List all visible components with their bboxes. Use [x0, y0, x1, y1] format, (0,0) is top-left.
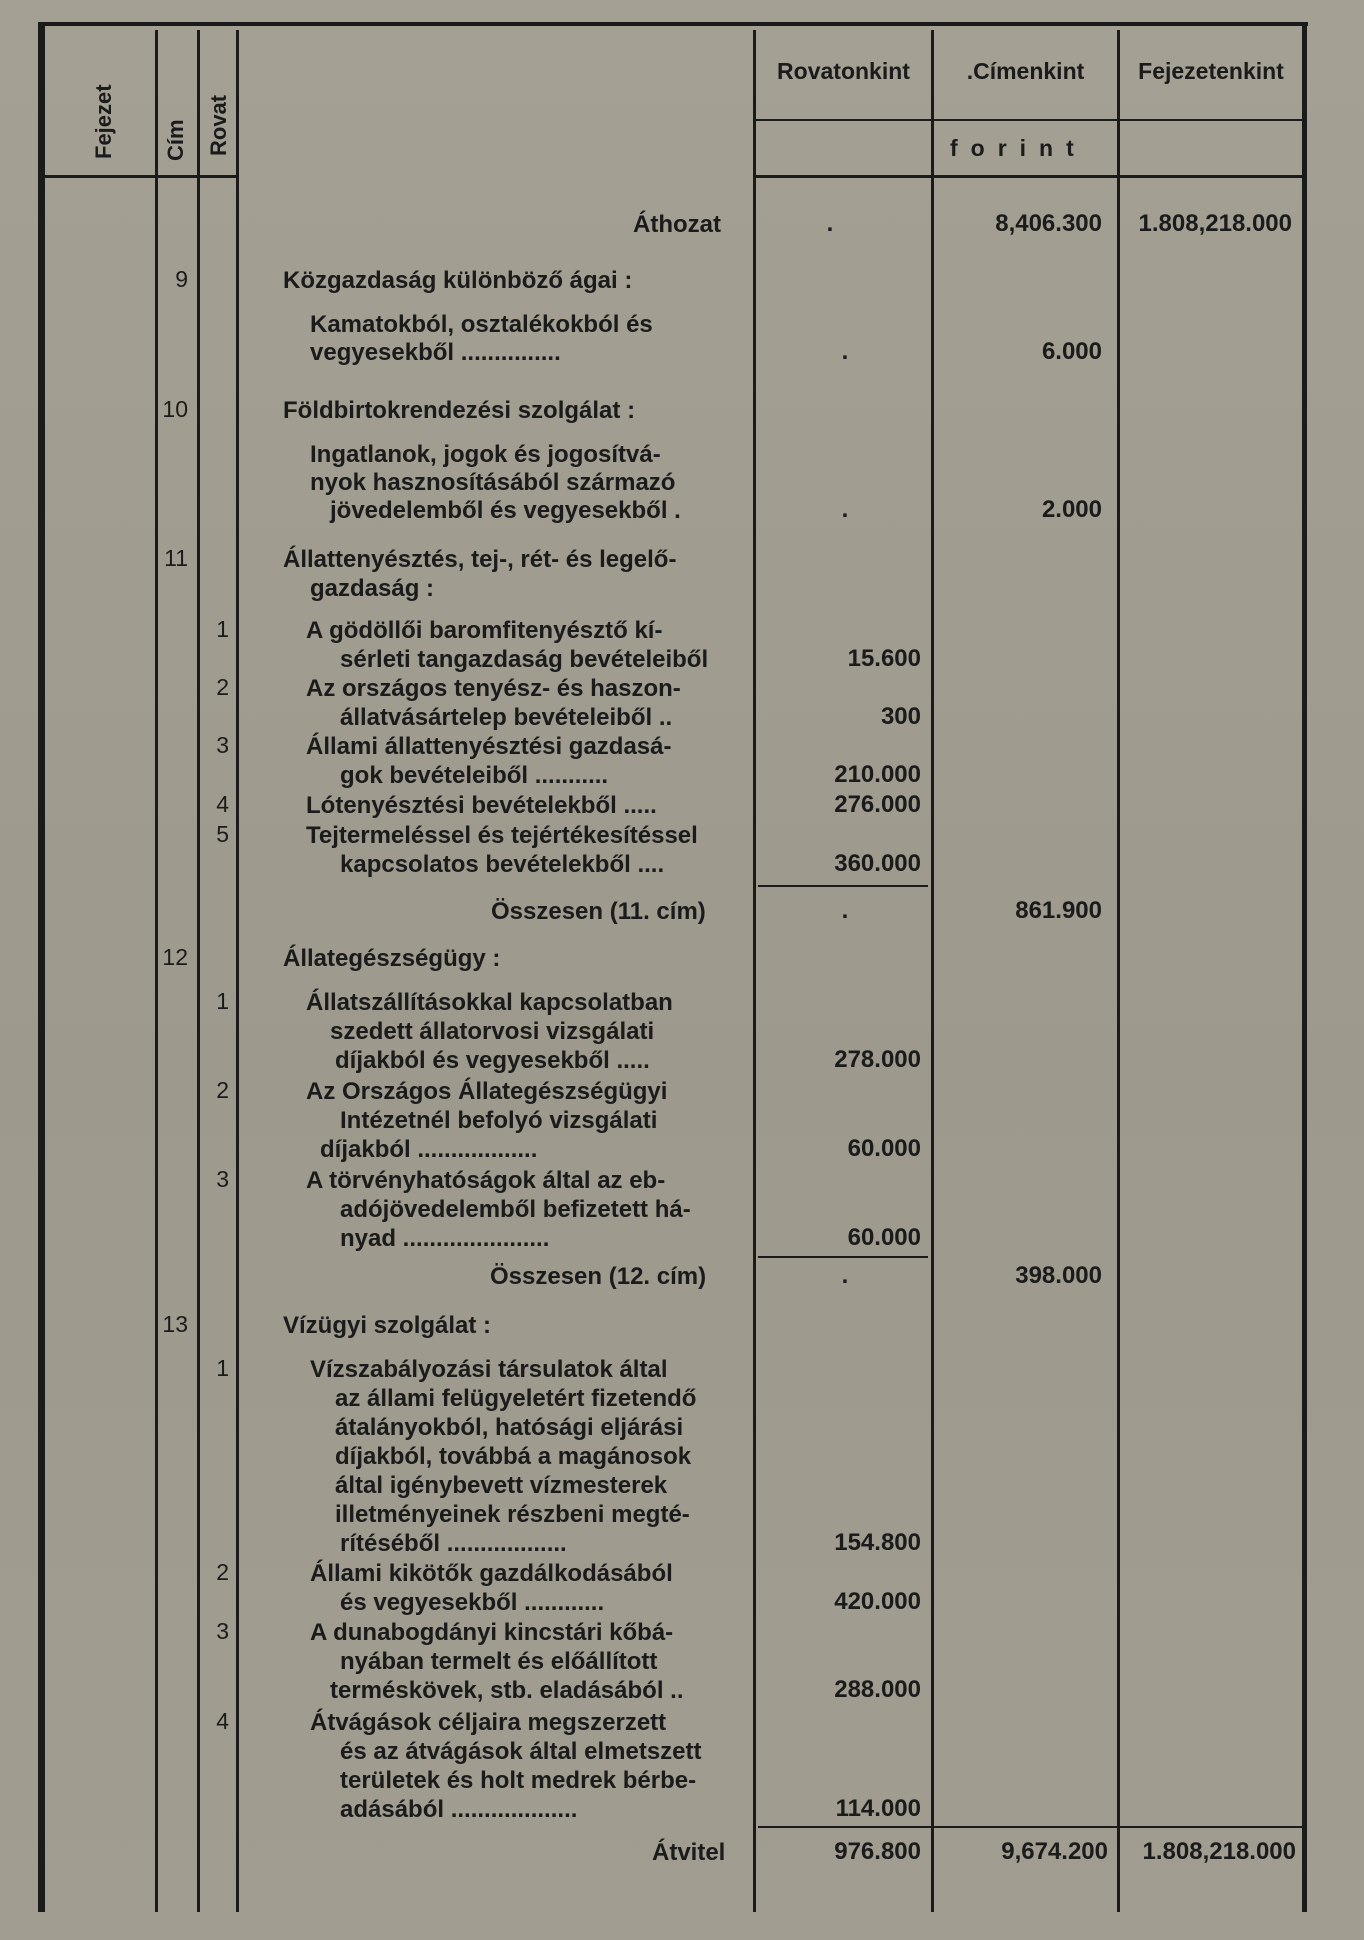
header-fejezet: Fejezet [91, 84, 116, 159]
header-rovat: Rovat [206, 94, 231, 156]
rovat-value: 60.000 [847, 1135, 921, 1162]
item-line: és az átvágások által elmetszett [340, 1738, 702, 1765]
rovat-value: 60.000 [847, 1224, 921, 1251]
column-divider-rovat-text [236, 30, 239, 1912]
rovat-value: . [841, 496, 849, 523]
cim-value: 2.000 [1041, 496, 1102, 523]
rovat-value: 276.000 [834, 791, 921, 818]
item-line: Kamatokból, osztalékokból és [310, 311, 653, 338]
item-line: Lótenyésztési bevételekből ..... [306, 792, 657, 819]
item-line: Ingatlanok, jogok és jogosítvá- [310, 441, 661, 468]
item-line: A gödöllői baromfitenyésztő kí- [306, 617, 663, 644]
item-line: Az Országos Állategészségügyi [306, 1078, 668, 1105]
item-line: nyok hasznosításából származó [310, 469, 676, 496]
item-line: Tejtermeléssel és tejértékesítéssel [306, 822, 698, 849]
rovat-number: 1 [216, 1355, 229, 1381]
subtotal-rule [758, 1256, 928, 1258]
column-divider-text-rovatonkint [753, 30, 756, 1912]
item-line: jövedelemből és vegyesekből . [330, 497, 681, 524]
rovat-value: 278.000 [834, 1046, 921, 1073]
atvitel-label: Átvitel [652, 1839, 726, 1866]
header-unit: forint [950, 135, 1087, 161]
item-line: A dunabogdányi kincstári kőbá- [310, 1619, 674, 1646]
table-left-border [38, 22, 45, 1912]
atvitel-rovat: 976.800 [834, 1838, 921, 1865]
section-title: Állategészségügy : [283, 945, 501, 972]
atvitel-fejezet: 1.808,218.000 [1142, 1838, 1296, 1865]
rovat-value: 300 [880, 703, 921, 730]
rovat-value: 360.000 [834, 850, 921, 877]
total-rovat: . [841, 1262, 849, 1289]
rovat-number: 4 [216, 1708, 229, 1734]
item-line: gok bevételeiből ........... [340, 762, 609, 789]
rovat-number: 3 [216, 1618, 229, 1644]
athozat-cim: 8,406.300 [995, 210, 1102, 237]
item-line: Állatszállításokkal kapcsolatban [306, 989, 673, 1016]
rovat-number: 1 [216, 616, 229, 642]
section-title: Közgazdaság különböző ágai : [283, 267, 633, 294]
rovat-value: . [841, 338, 849, 365]
carry-rule [758, 1826, 1302, 1828]
section-title: Állattenyésztés, tej-, rét- és legelő- [283, 546, 677, 573]
item-line: sérleti tangazdaság bevételeiből [340, 646, 709, 673]
rovat-value: 210.000 [834, 761, 921, 788]
header-bottom-rule-right [753, 175, 1305, 178]
item-line: díjakból és vegyesekből ..... [335, 1047, 650, 1074]
header-cim: Cím [163, 119, 188, 161]
section-title: gazdaság : [310, 575, 435, 602]
item-line: nyában termelt és előállított [340, 1648, 658, 1675]
section-title: Földbirtokrendezési szolgálat : [283, 397, 636, 424]
rovat-number: 3 [216, 732, 229, 758]
column-divider-cimenkint-fejezetenkint [1117, 30, 1120, 1912]
item-line: területek és holt medrek bérbe- [340, 1767, 697, 1794]
item-line: adásából ................... [340, 1796, 578, 1823]
rovat-value: 288.000 [834, 1676, 921, 1703]
cim-number: 11 [164, 545, 188, 571]
item-line: vegyesekből ............... [310, 339, 561, 366]
item-line: Intézetnél befolyó vizsgálati [340, 1107, 658, 1134]
cim-number: 12 [162, 944, 188, 970]
header-bottom-rule-left [40, 175, 236, 178]
subtotal-rule [758, 885, 928, 887]
section-title: Vízügyi szolgálat : [283, 1312, 492, 1339]
cim-value: 6.000 [1041, 338, 1102, 365]
item-line: rítéséből .................. [340, 1530, 567, 1557]
total-label: Összesen (11. cím) [491, 898, 706, 925]
column-divider-rovatonkint-cimenkint [931, 30, 934, 1912]
item-line: A törvényhatóságok által az eb- [306, 1167, 666, 1194]
rovat-number: 5 [216, 821, 229, 847]
athozat-fejezet: 1.808,218.000 [1138, 210, 1292, 237]
rovat-value: 15.600 [847, 645, 921, 672]
header-fejezetenkint: Fejezetenkint [1138, 58, 1284, 84]
item-line: az állami felügyeletért fizetendő [335, 1385, 697, 1412]
table-top-border [40, 22, 1308, 26]
total-label: Összesen (12. cím) [490, 1263, 707, 1290]
cim-number: 10 [162, 396, 188, 422]
item-line: illetményeinek részbeni megté- [335, 1501, 690, 1528]
cim-number: 13 [162, 1311, 188, 1337]
item-line: szedett állatorvosi vizsgálati [330, 1018, 655, 1045]
item-line: átalányokból, hatósági eljárási [335, 1414, 684, 1441]
athozat-rovat: . [826, 210, 834, 237]
item-line: állatvásártelep bevételeiből .. [340, 704, 673, 731]
item-line: nyad ...................... [340, 1225, 550, 1252]
item-line: és vegyesekből ............ [340, 1589, 605, 1616]
rovat-value: 114.000 [835, 1795, 921, 1822]
total-value: 861.900 [1015, 897, 1102, 924]
item-line: Az országos tenyész- és haszon- [306, 675, 681, 702]
item-line: díjakból .................. [320, 1136, 538, 1163]
rovat-number: 2 [216, 1559, 229, 1585]
item-line: Vízszabályozási társulatok által [310, 1356, 668, 1383]
rovat-value: 154.800 [834, 1529, 921, 1556]
header-rovatonkint: Rovatonkint [777, 58, 910, 84]
table-right-border [1302, 22, 1307, 1912]
item-line: Állami állattenyésztési gazdasá- [306, 733, 672, 760]
item-line: adójövedelemből befizetett há- [340, 1196, 691, 1223]
atvitel-cim: 9,674.200 [1001, 1838, 1108, 1865]
total-rovat: . [841, 897, 849, 924]
item-line: Átvágások céljaira megszerzett [310, 1709, 667, 1736]
rovat-number: 3 [216, 1166, 229, 1192]
item-line: által igénybevett vízmesterek [335, 1472, 668, 1499]
item-line: kapcsolatos bevételekből .... [340, 851, 665, 878]
rovat-value: 420.000 [834, 1588, 921, 1615]
rovat-number: 1 [216, 988, 229, 1014]
cim-number: 9 [175, 266, 188, 292]
rovat-number: 4 [216, 791, 229, 817]
item-line: díjakból, továbbá a magánosok [335, 1443, 692, 1470]
item-line: Állami kikötők gazdálkodásából [310, 1560, 673, 1587]
header-cimenkint: .Címenkint [966, 58, 1085, 84]
total-value: 398.000 [1015, 1262, 1102, 1289]
column-divider-fejezet-cim [155, 30, 158, 1912]
rovat-number: 2 [216, 1077, 229, 1103]
item-line: terméskövek, stb. eladásából .. [330, 1677, 684, 1704]
header-middle-rule [753, 119, 1305, 121]
rovat-number: 2 [216, 674, 229, 700]
athozat-label: Áthozat [633, 211, 721, 238]
